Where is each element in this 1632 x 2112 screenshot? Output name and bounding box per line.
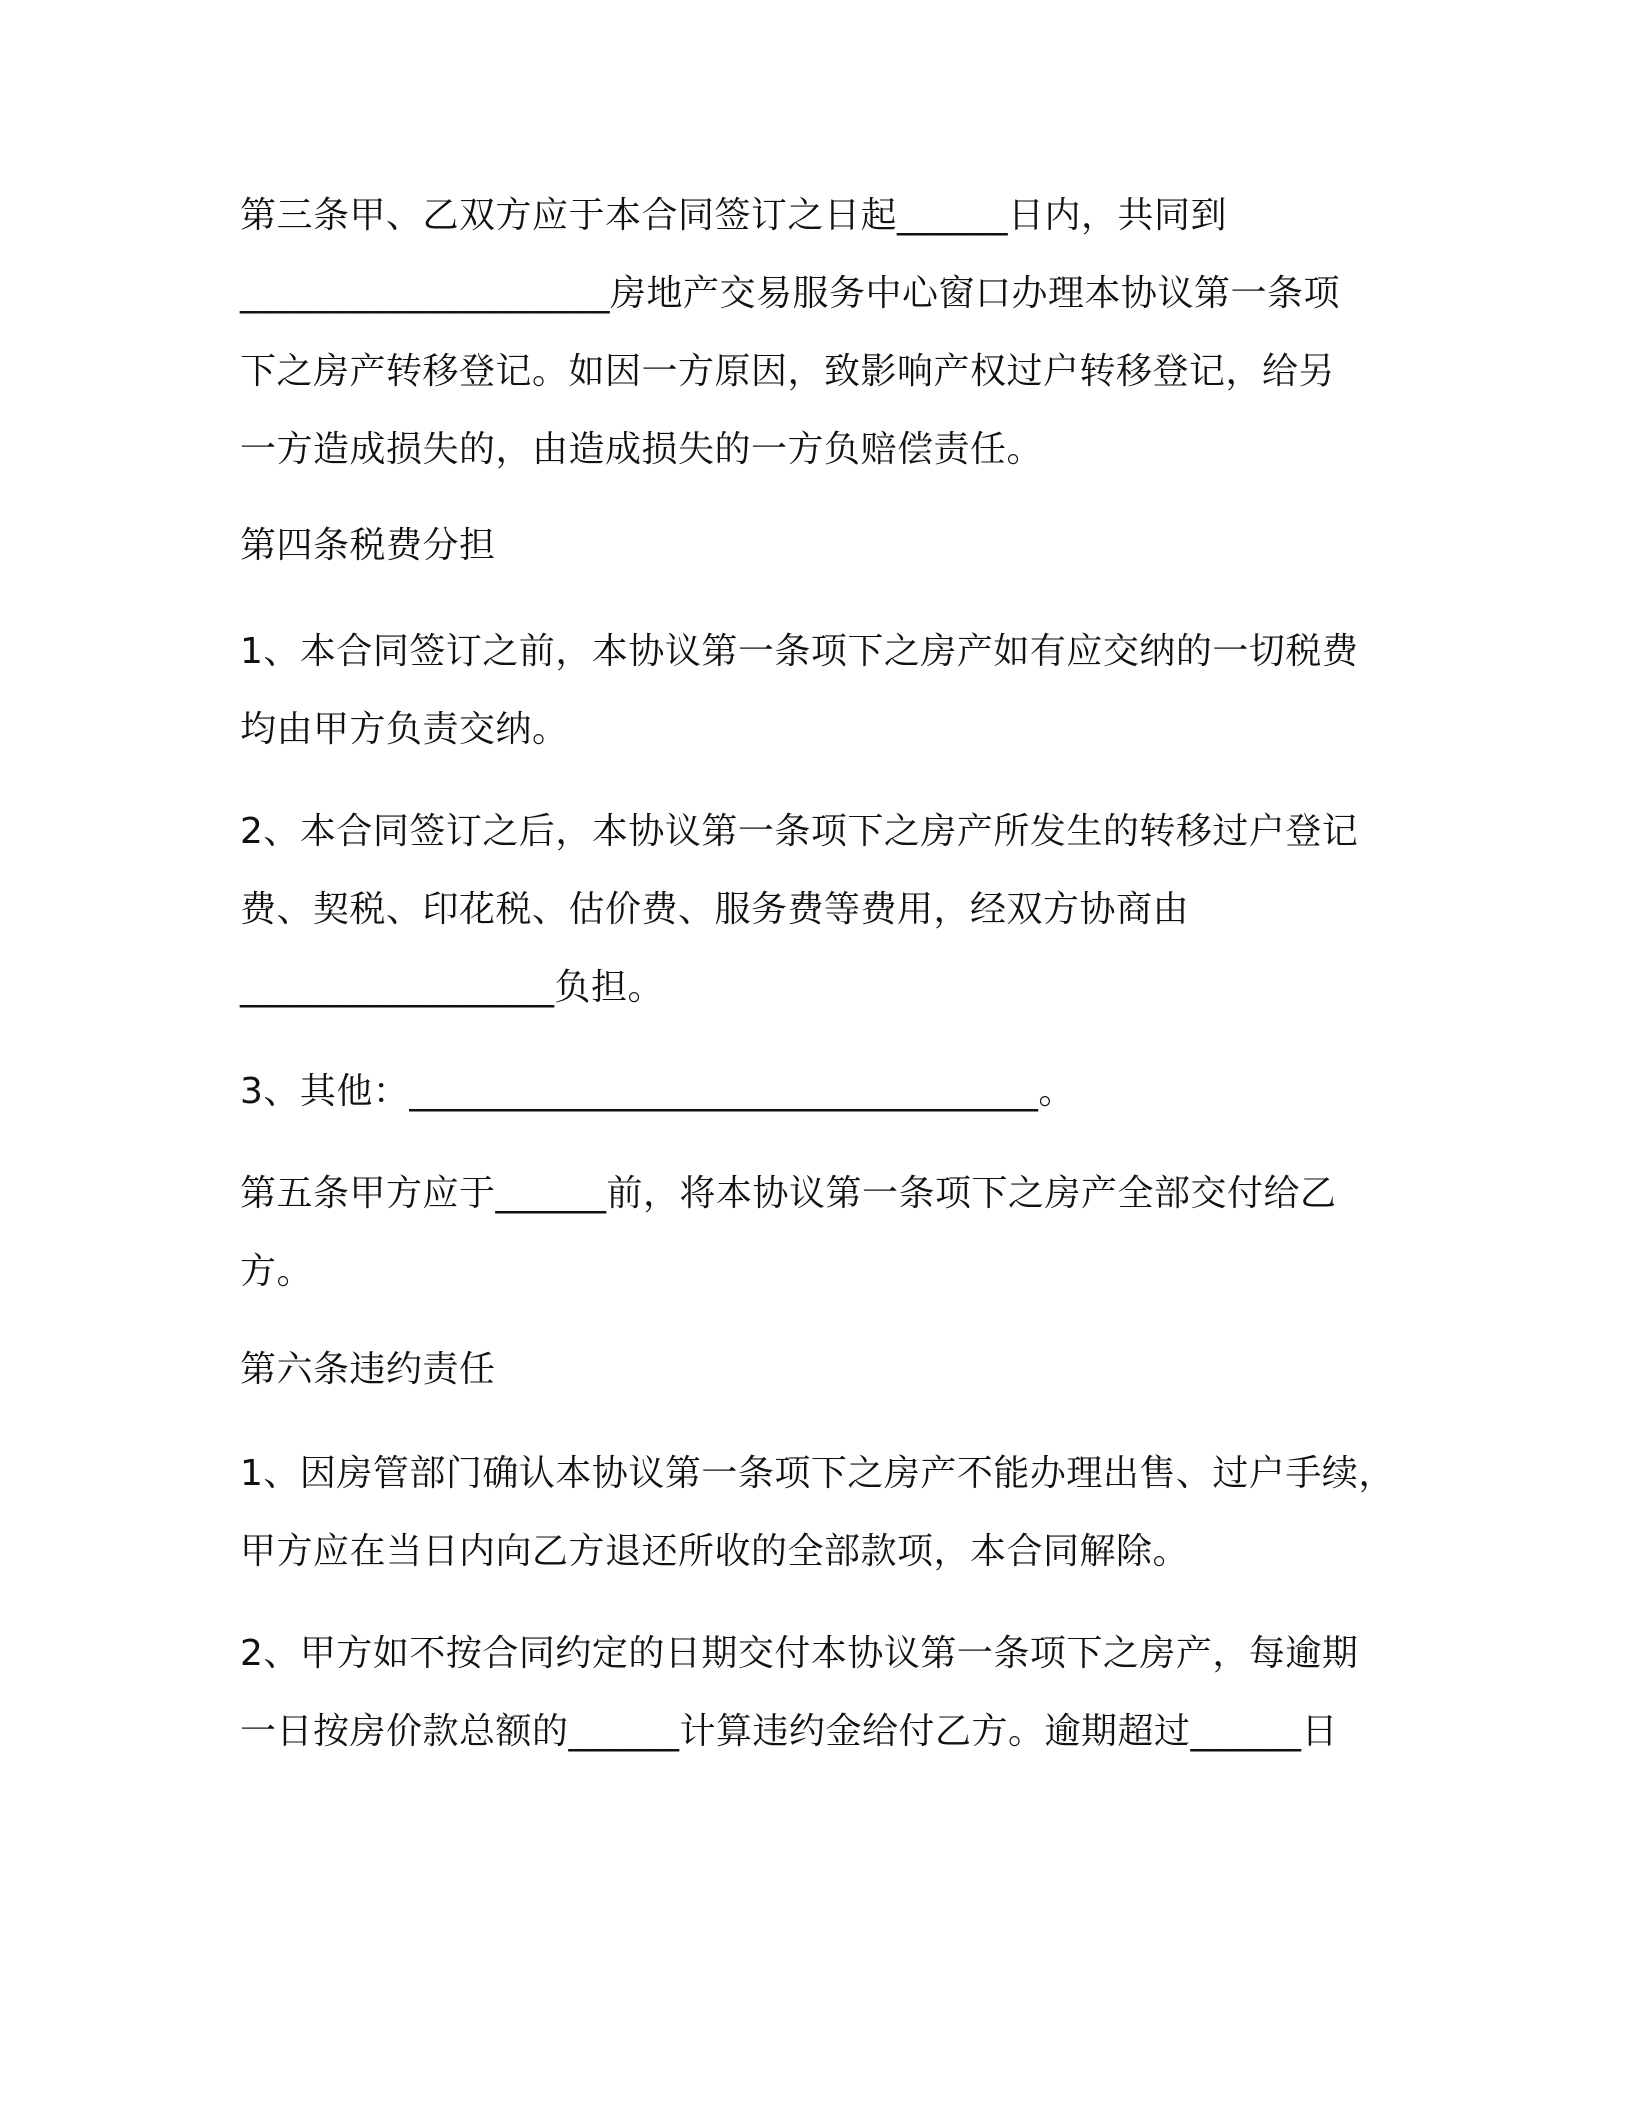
text-line: 2、甲方如不按合同约定的日期交付本协议第一条项下之房产，每逾期	[240, 1633, 1359, 1674]
text-line: 方。	[240, 1251, 314, 1292]
section-heading: 第六条违约责任	[240, 1349, 496, 1390]
text-line: 1、因房管部门确认本协议第一条项下之房产不能办理出售、过户手续，	[240, 1453, 1395, 1494]
text-line: 一方造成损失的，由造成损失的一方负赔偿责任。	[240, 429, 1044, 470]
text-line: ____________________房地产交易服务中心窗口办理本协议第一条项	[240, 273, 1341, 314]
text-line: 3、其他：__________________________________。	[240, 1071, 1075, 1112]
text-line: 2、本合同签订之后，本协议第一条项下之房产所发生的转移过户登记	[240, 811, 1359, 852]
section-heading: 第四条税费分担	[240, 525, 496, 566]
text-line: 第五条甲方应于______前，将本协议第一条项下之房产全部交付给乙	[240, 1173, 1337, 1214]
text-line: 第三条甲、乙双方应于本合同签订之日起______日内，共同到	[240, 195, 1228, 236]
text-line: 均由甲方负责交纳。	[240, 709, 569, 750]
text-line: 费、契税、印花税、估价费、服务费等费用，经双方协商由	[240, 889, 1190, 930]
text-line: 一日按房价款总额的______计算违约金给付乙方。逾期超过______日	[240, 1711, 1339, 1752]
text-line: 下之房产转移登记。如因一方原因，致影响产权过户转移登记，给另	[240, 351, 1336, 392]
text-line: _________________负担。	[240, 967, 665, 1008]
text-line: 1、本合同签订之前，本协议第一条项下之房产如有应交纳的一切税费	[240, 631, 1359, 672]
text-line: 甲方应在当日内向乙方退还所收的全部款项，本合同解除。	[240, 1531, 1190, 1572]
